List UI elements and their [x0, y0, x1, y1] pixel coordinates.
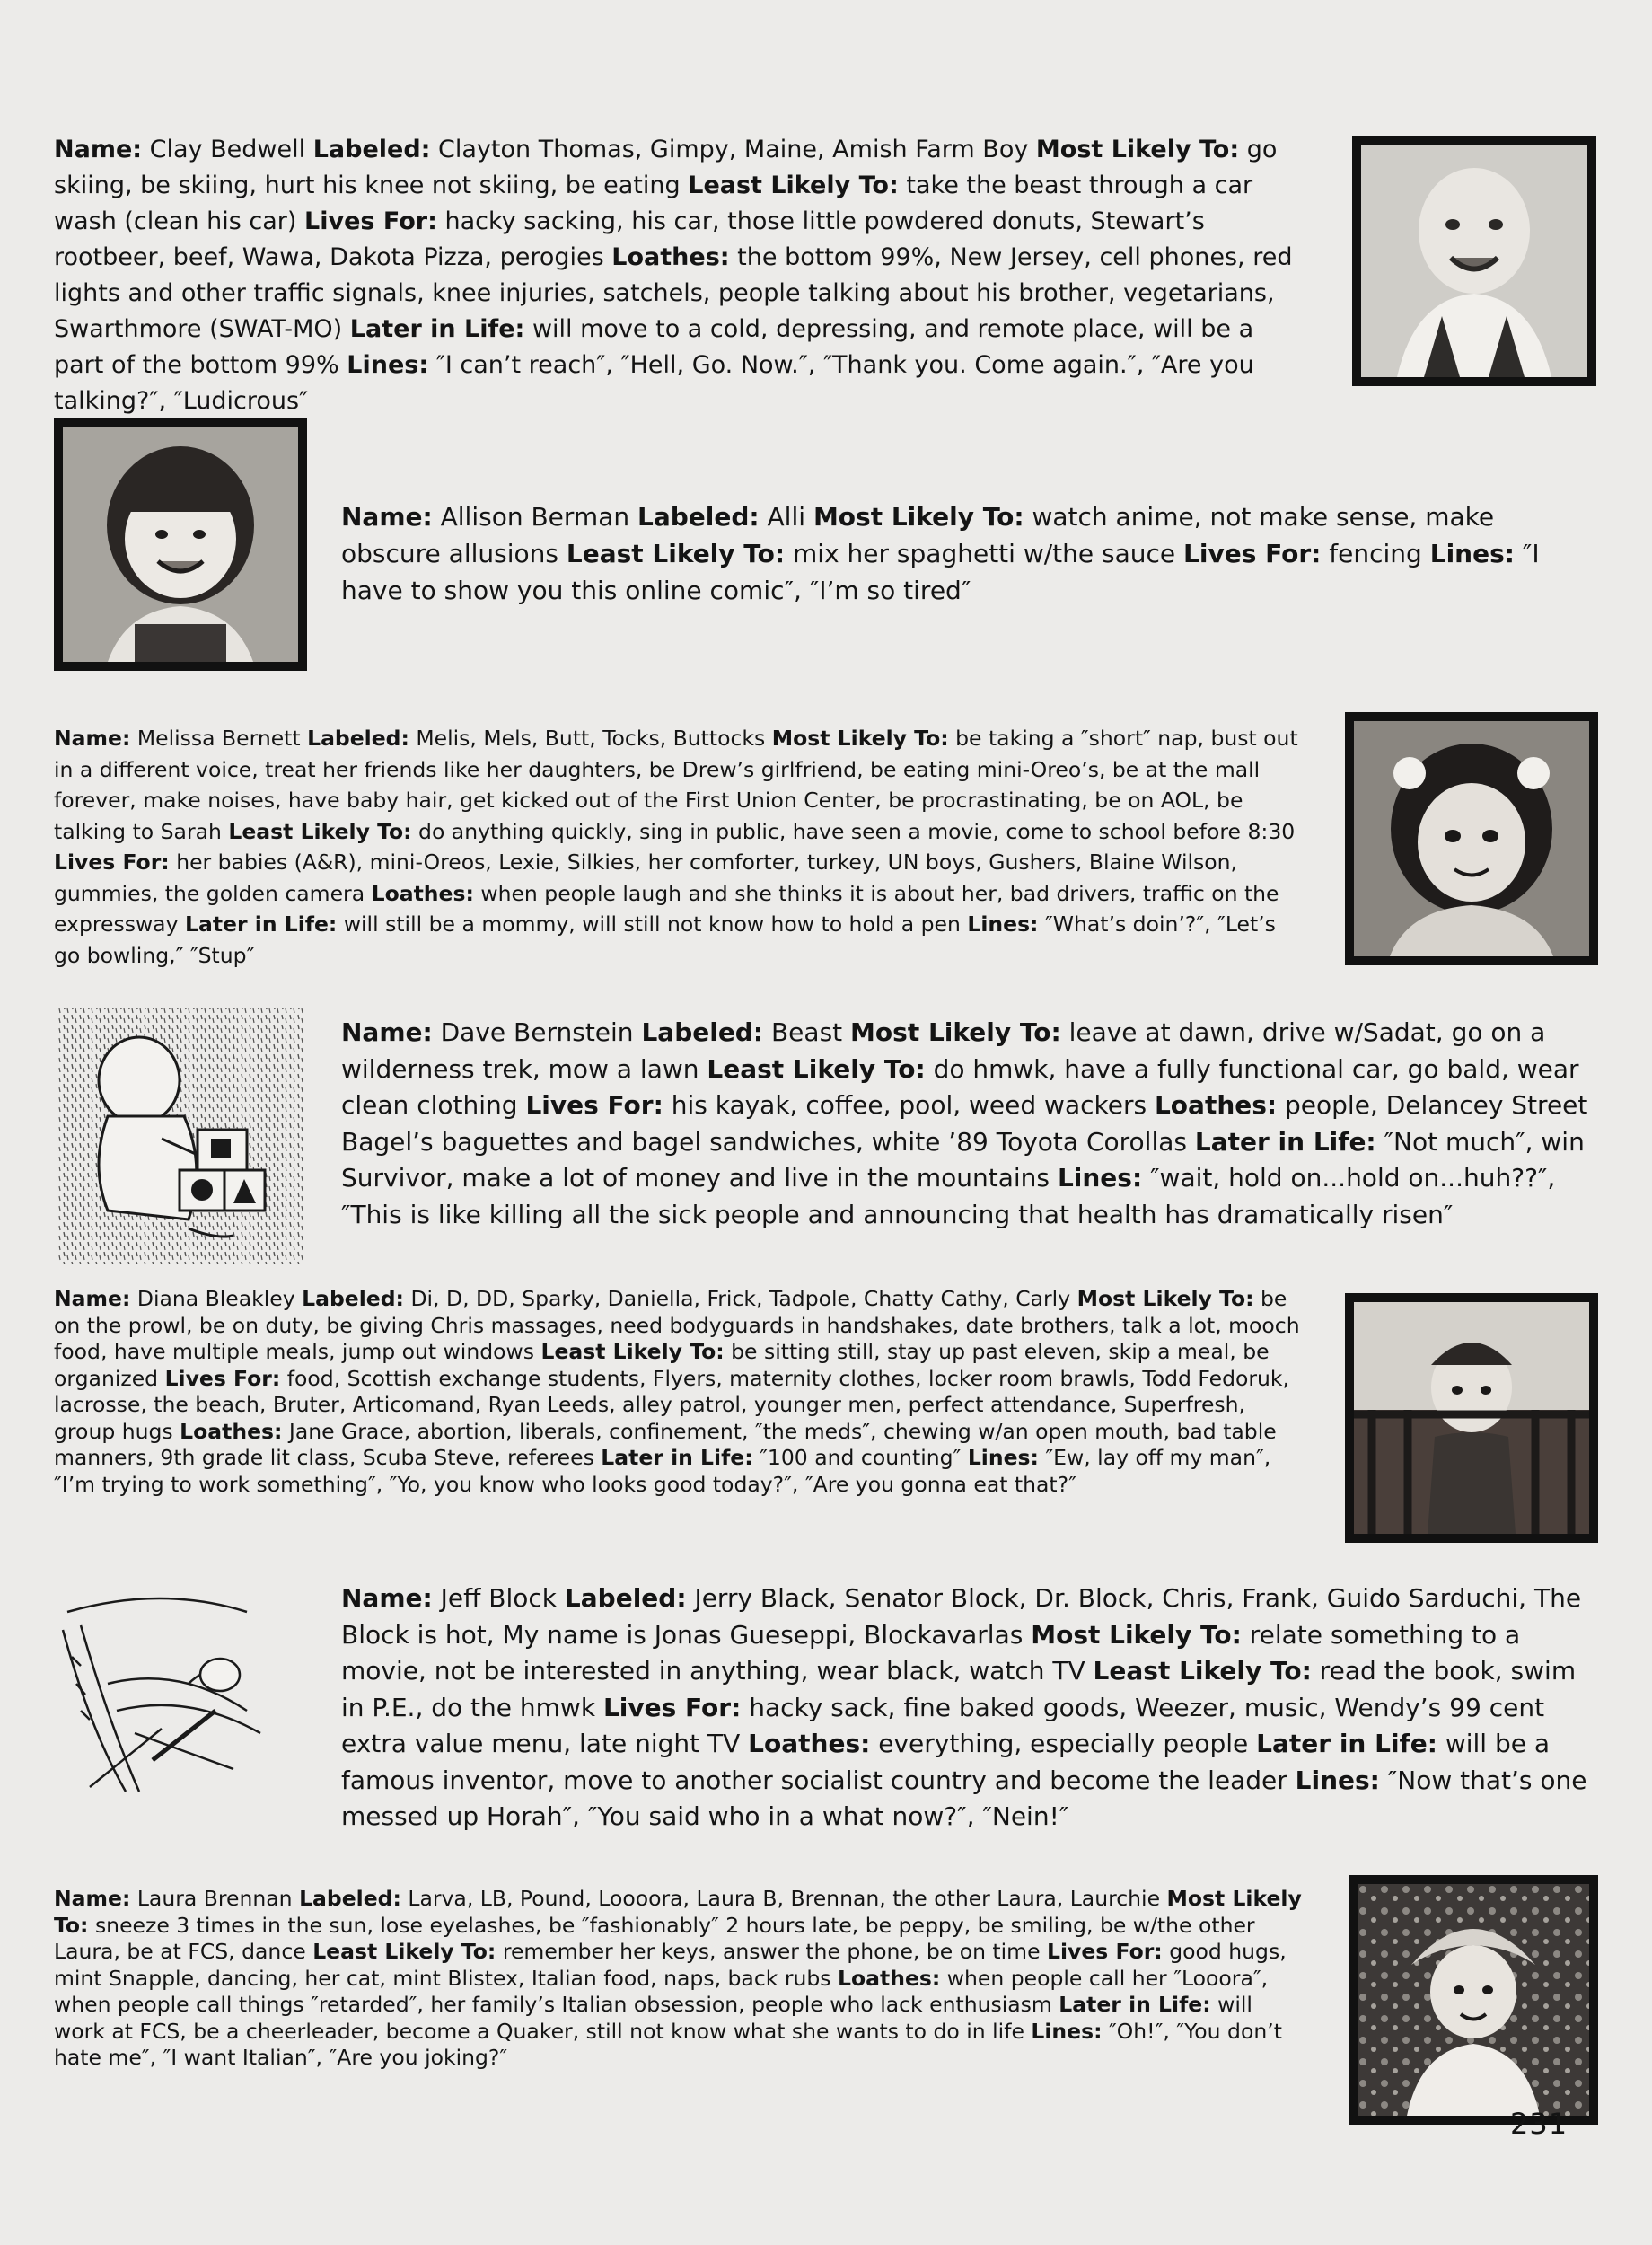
- entry-text: Name: Allison Berman Labeled: Alli Most Likely To: watch anime, not make sense, make obscure allusions Least Likely To: mix her spaghetti w/the sauce Lives For: fencing Lines: ″I have to show you this online comic″, ″I’m so tired″: [341, 502, 1540, 605]
- entry-diana-bleakley: [54, 1286, 1306, 1498]
- baby-seat-drawing: [54, 1576, 305, 1805]
- entry-text: Name: Clay Bedwell Labeled: Clayton Thomas, Gimpy, Maine, Amish Farm Boy Most Likely To: go skiing, be skiing, hurt his knee not skiing, be eating Least Likely To: take the beast through a car wash (clean his car) Lives For: hacky sacking, his car, those little powdered donuts, Stewart’s rootbeer, beef, Wawa, Dakota Pizza, perogies Loathes: the bottom 99%, New Jersey, cell phones, red lights and other traffic signals, knee injuries, satchels, people talking about his brother, vegetarians, Swarthmore (SWAT-MO) Later in Life: will move to a cold, depressing, and remote place, will be a part of the bottom 99% Lines: ″I can’t reach″, ″Hell, Go. Now.″, ″Thank you. Come again.″, ″Are you talking?″, ″Ludicrous″: [54, 136, 1293, 415]
- baby-photo-allison: [54, 418, 307, 671]
- entry-text: Name: Dave Bernstein Labeled: Beast Most Likely To: leave at dawn, drive w/Sadat, go on a wilderness trek, mow a lawn Least Likely To: do hmwk, have a fully functional car, go bald, wear clean clothing Lives For: his kayak, coffee, pool, weed wackers Loathes: people, Delancey Street Bagel’s baguettes and bagel sandwiches, white ’89 Toyota Corollas Later in Life: ″Not much″, win Survivor, make a lot of money and live in the mountains Lines: ″wait, hold on...hold on...huh??″, ″This is like killing all the sick people and announcing that health has dramatically risen″: [341, 1017, 1588, 1229]
- entry-dave-bernstein: [341, 1015, 1603, 1233]
- baby-photo-melissa: [1345, 712, 1598, 965]
- entry-text: Name: Jeff Block Labeled: Jerry Black, Senator Block, Dr. Block, Chris, Frank, Guido Sarduchi, The Block is hot, My name is Jonas Gueseppi, Blockavarlas Most Likely To: relate something to a movie, not be interested in anything, wear black, watch TV Least Likely To: read the book, swim in P.E., do the hmwk Lives For: hacky sack, fine baked goods, Weezer, music, Wendy’s 99 cent extra value menu, late night TV Loathes: everything, especially people Later in Life: will be a famous inventor, move to another socialist country and become the leader Lines: ″Now that’s one messed up Horah″, ″You said who in a what now?″, ″Nein!″: [341, 1583, 1587, 1831]
- entry-text: Name: Diana Bleakley Labeled: Di, D, DD, Sparky, Daniella, Frick, Tadpole, Chatty Cathy, Carly Most Likely To: be on the prowl, be on duty, be giving Chris massages, need bodyguards in handshakes, date brothers, talk a lot, mooch food, have multiple meals, jump out windows Least Likely To: be sitting still, stay up past eleven, skip a meal, be organized Lives For: food, Scottish exchange students, Flyers, maternity clothes, locker room brawls, Todd Fedoruk, lacrosse, the beach, Bruter, Articomand, Ryan Leeds, alley patrol, younger men, perfect attendance, Superfresh, group hugs Loathes: Jane Grace, abortion, liberals, confinement, ″the meds″, chewing w/an open mouth, bad table manners, 9th grade lit class, Scuba Steve, referees Later in Life: ″100 and counting″ Lines: ″Ew, lay off my man″, ″I’m trying to work something″, ″Yo, you know who looks good today?″, ″Are you gonna eat that?″: [54, 1286, 1300, 1497]
- entry-jeff-block: [341, 1580, 1603, 1836]
- baby-photo-laura: [1349, 1875, 1598, 2125]
- entry-allison-berman: [341, 498, 1598, 609]
- baby-photo-diana: [1345, 1293, 1598, 1543]
- entry-clay-bedwell: [54, 132, 1306, 419]
- entry-laura-brennan: [54, 1886, 1306, 2072]
- baby-blocks-drawing: [54, 1004, 310, 1269]
- entry-text: Name: Melissa Bernett Labeled: Melis, Mels, Butt, Tocks, Buttocks Most Likely To: be taking a ″short″ nap, bust out in a different voice, treat her friends like her daughters, be Drew’s girlfriend, be eating mini-Oreo’s, be at the mall forever, make noises, have baby hair, get kicked out of the First Union Center, be procrastinating, be on AOL, be talking to Sarah Least Likely To: do anything quickly, sing in public, have seen a movie, come to school before 8:30 Lives For: her babies (A&R), mini-Oreos, Lexie, Silkies, her comforter, turkey, UN boys, Gushers, Blaine Wilson, gummies, the golden camera Loathes: when people laugh and she thinks it is about her, bad drivers, traffic on the expressway Later in Life: will still be a mommy, will still not know how to hold a pen Lines: ″What’s doin’?″, ″Let’s go bowling,″ ″Stup″: [54, 726, 1298, 968]
- baby-photo-clay: [1352, 136, 1596, 386]
- page-number: 231: [1510, 2107, 1569, 2141]
- entry-text: Name: Laura Brennan Labeled: Larva, LB, Pound, Loooora, Laura B, Brennan, the other Laura, Laurchie Most Likely To: sneeze 3 times in the sun, lose eyelashes, be ″fashionably″ 2 hours late, be peppy, be smiling, be w/the other Laura, be at FCS, dance Least Likely To: remember her keys, answer the phone, be on time Lives For: good hugs, mint Snapple, dancing, her cat, mint Blistex, Italian food, naps, back rubs Loathes: when people call her ″Looora″, when people call things ″retarded″, her family’s Italian obsession, people who lack enthusiasm Later in Life: will work at FCS, be a cheerleader, become a Quaker, still not know what she wants to do in life Lines: ″Oh!″, ″You don’t hate me″, ″I want Italian″, ″Are you joking?″: [54, 1886, 1302, 2070]
- entry-melissa-bernett: [54, 723, 1302, 971]
